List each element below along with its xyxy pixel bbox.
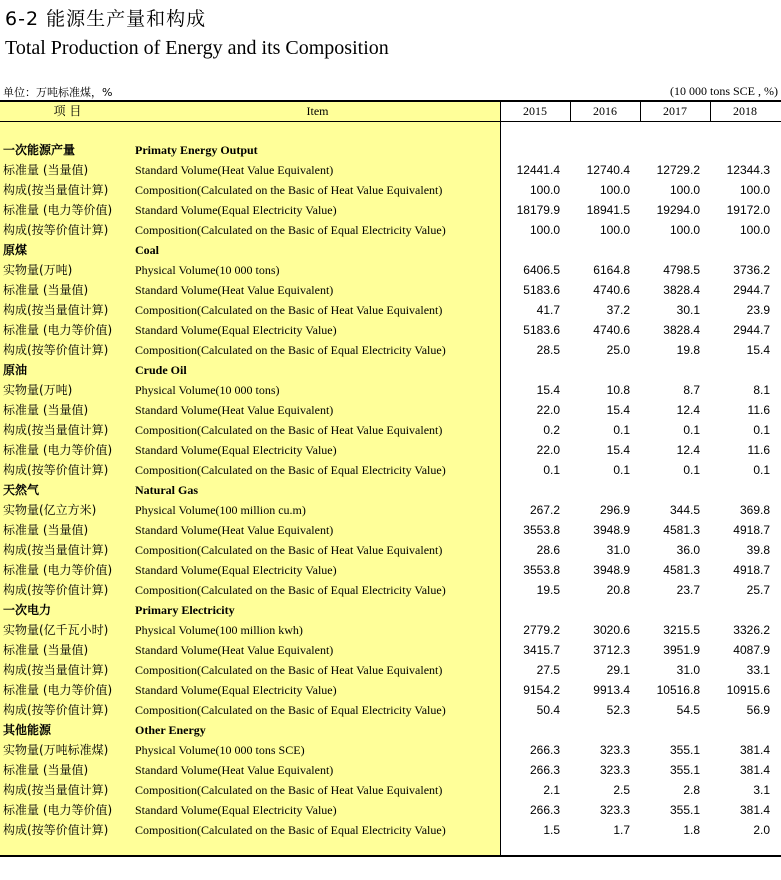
value-cell-2018: 0.1 (753, 423, 770, 437)
header-year-2017: 2017 (663, 104, 687, 118)
page-title-en: Total Production of Energy and its Composition (5, 37, 389, 59)
value-cell-2015: 41.7 (536, 303, 560, 317)
row-label-cn: 标准量 (当量值) (3, 163, 89, 177)
table-row (0, 400, 781, 420)
row-label-en: Standard Volume(Equal Electricity Value) (135, 323, 337, 337)
value-cell-2015: 15.4 (536, 383, 560, 397)
row-label-cn: 构成(按等价值计算) (3, 703, 109, 717)
section-header-row (0, 600, 781, 620)
value-cell-2016: 15.4 (606, 403, 630, 417)
table-row (0, 340, 781, 360)
row-label-cn: 构成(按等价值计算) (3, 343, 109, 357)
value-cell-2017: 19.8 (676, 343, 700, 357)
value-cell-2018: 4918.7 (733, 563, 770, 577)
row-label-en: Physical Volume(100 million kwh) (135, 623, 303, 637)
value-cell-2017: 4581.3 (663, 523, 700, 537)
value-cell-2015: 1.5 (543, 823, 560, 837)
value-cell-2017: 36.0 (676, 543, 700, 557)
row-label-cn: 构成(按当量值计算) (3, 183, 109, 197)
row-label-en: Composition(Calculated on the Basic of Equal Electricity Value) (135, 823, 446, 837)
value-cell-2017: 0.1 (683, 423, 700, 437)
value-cell-2018: 3736.2 (733, 263, 770, 277)
value-cell-2017: 1.8 (683, 823, 700, 837)
row-label-en: Composition(Calculated on the Basic of Equal Electricity Value) (135, 463, 446, 477)
value-cell-2016: 3948.9 (593, 523, 630, 537)
row-label-cn: 原油 (3, 363, 28, 377)
value-cell-2018: 8.1 (753, 383, 770, 397)
value-cell-2018: 3326.2 (733, 623, 770, 637)
row-label-cn: 一次电力 (3, 603, 52, 617)
table-header-rule (0, 121, 781, 122)
value-cell-2015: 50.4 (536, 703, 560, 717)
table-row (0, 460, 781, 480)
value-cell-2015: 0.1 (543, 463, 560, 477)
value-cell-2017: 12729.2 (656, 163, 700, 177)
value-cell-2015: 22.0 (536, 443, 560, 457)
unit-label-cn: 单位：万吨标准煤，% (3, 86, 113, 99)
value-cell-2016: 29.1 (606, 663, 630, 677)
row-label-en: Standard Volume(Equal Electricity Value) (135, 683, 337, 697)
value-cell-2015: 28.5 (536, 343, 560, 357)
row-label-cn: 标准量 (当量值) (3, 283, 89, 297)
table-row (0, 440, 781, 460)
value-cell-2016: 9913.4 (593, 683, 630, 697)
value-cell-2016: 100.0 (599, 183, 630, 197)
value-cell-2015: 266.3 (529, 763, 560, 777)
value-cell-2017: 344.5 (669, 503, 700, 517)
row-label-en: Primaty Energy Output (135, 143, 258, 157)
row-label-en: Composition(Calculated on the Basic of Heat Value Equivalent) (135, 543, 443, 557)
section-header-row (0, 240, 781, 260)
value-cell-2018: 100.0 (739, 223, 770, 237)
row-label-cn: 构成(按等价值计算) (3, 823, 109, 837)
table-row (0, 640, 781, 660)
row-label-en: Standard Volume(Equal Electricity Value) (135, 203, 337, 217)
table-row (0, 260, 781, 280)
row-label-en: Composition(Calculated on the Basic of Equal Electricity Value) (135, 343, 446, 357)
table-row (0, 200, 781, 220)
value-cell-2016: 296.9 (599, 503, 630, 517)
value-cell-2018: 11.6 (747, 443, 770, 457)
row-label-en: Standard Volume(Equal Electricity Value) (135, 443, 337, 457)
row-label-en: Composition(Calculated on the Basic of Heat Value Equivalent) (135, 303, 443, 317)
row-label-en: Other Energy (135, 723, 206, 737)
value-cell-2017: 12.4 (676, 403, 700, 417)
table-row (0, 280, 781, 300)
value-cell-2016: 323.3 (599, 803, 630, 817)
row-label-cn: 标准量 (电力等价值) (3, 683, 113, 697)
value-cell-2018: 23.9 (746, 303, 770, 317)
row-label-en: Composition(Calculated on the Basic of Equal Electricity Value) (135, 703, 446, 717)
value-cell-2016: 4740.6 (593, 323, 630, 337)
value-cell-2016: 323.3 (599, 763, 630, 777)
row-label-cn: 原煤 (3, 243, 28, 257)
table-row (0, 580, 781, 600)
value-cell-2018: 2.0 (753, 823, 770, 837)
table-row (0, 320, 781, 340)
row-label-en: Composition(Calculated on the Basic of Equal Electricity Value) (135, 583, 446, 597)
table-row (0, 380, 781, 400)
row-label-en: Physical Volume(10 000 tons) (135, 263, 280, 277)
row-label-en: Standard Volume(Heat Value Equivalent) (135, 163, 334, 177)
table-row (0, 820, 781, 840)
value-cell-2015: 6406.5 (523, 263, 560, 277)
row-label-cn: 构成(按等价值计算) (3, 583, 109, 597)
row-label-cn: 实物量(万吨标准煤) (3, 743, 109, 757)
value-cell-2016: 37.2 (606, 303, 630, 317)
row-label-cn: 标准量 (电力等价值) (3, 803, 113, 817)
row-label-en: Primary Electricity (135, 603, 235, 617)
value-cell-2018: 0.1 (753, 463, 770, 477)
value-cell-2018: 381.4 (739, 743, 770, 757)
row-label-cn: 构成(按等价值计算) (3, 223, 109, 237)
row-label-cn: 构成(按当量值计算) (3, 423, 109, 437)
value-cell-2017: 355.1 (669, 803, 700, 817)
page-title-cn: 6-2 能源生产量和构成 (5, 8, 207, 30)
value-cell-2016: 6164.8 (593, 263, 630, 277)
value-cell-2015: 3415.7 (523, 643, 560, 657)
section-header-row (0, 720, 781, 740)
value-cell-2018: 19172.0 (726, 203, 770, 217)
value-cell-2016: 3020.6 (593, 623, 630, 637)
value-cell-2017: 31.0 (676, 663, 700, 677)
table-row (0, 660, 781, 680)
value-cell-2018: 4087.9 (733, 643, 770, 657)
section-header-row (0, 140, 781, 160)
value-cell-2017: 2.8 (683, 783, 700, 797)
row-label-en: Standard Volume(Heat Value Equivalent) (135, 523, 334, 537)
value-cell-2016: 52.3 (606, 703, 630, 717)
value-cell-2017: 3951.9 (663, 643, 700, 657)
value-cell-2015: 267.2 (529, 503, 560, 517)
value-cell-2018: 56.9 (746, 703, 770, 717)
row-label-en: Standard Volume(Heat Value Equivalent) (135, 403, 334, 417)
row-label-en: Standard Volume(Equal Electricity Value) (135, 803, 337, 817)
table-row (0, 780, 781, 800)
value-cell-2017: 54.5 (676, 703, 700, 717)
value-cell-2018: 3.1 (753, 783, 770, 797)
value-cell-2016: 3948.9 (593, 563, 630, 577)
row-label-en: Crude Oil (135, 363, 187, 377)
value-cell-2015: 3553.8 (523, 563, 560, 577)
table-row (0, 220, 781, 240)
value-cell-2016: 20.8 (606, 583, 630, 597)
value-cell-2016: 0.1 (613, 423, 630, 437)
value-cell-2017: 30.1 (676, 303, 700, 317)
row-label-cn: 天然气 (3, 483, 40, 497)
unit-label-en: (10 000 tons SCE , %) (670, 84, 778, 98)
row-label-cn: 其他能源 (3, 723, 52, 737)
value-cell-2018: 25.7 (746, 583, 770, 597)
value-cell-2018: 2944.7 (733, 283, 770, 297)
value-cell-2016: 4740.6 (593, 283, 630, 297)
value-cell-2017: 10516.8 (656, 683, 700, 697)
value-cell-2017: 3828.4 (663, 323, 700, 337)
row-label-en: Composition(Calculated on the Basic of Heat Value Equivalent) (135, 663, 443, 677)
row-label-cn: 构成(按当量值计算) (3, 543, 109, 557)
value-cell-2015: 9154.2 (523, 683, 560, 697)
value-cell-2016: 323.3 (599, 743, 630, 757)
value-cell-2017: 8.7 (683, 383, 700, 397)
value-cell-2015: 28.6 (536, 543, 560, 557)
value-cell-2015: 27.5 (536, 663, 560, 677)
row-label-cn: 实物量(万吨) (3, 263, 73, 277)
value-cell-2018: 100.0 (739, 183, 770, 197)
value-cell-2015: 19.5 (536, 583, 560, 597)
table-row (0, 500, 781, 520)
value-cell-2015: 2.1 (543, 783, 560, 797)
value-cell-2017: 19294.0 (656, 203, 700, 217)
row-label-cn: 实物量(亿立方米) (3, 503, 97, 517)
row-label-cn: 标准量 (电力等价值) (3, 323, 113, 337)
row-label-cn: 标准量 (当量值) (3, 523, 89, 537)
value-cell-2018: 10915.6 (726, 683, 770, 697)
value-cell-2017: 355.1 (669, 743, 700, 757)
header-item-en: Item (306, 104, 329, 118)
table-row (0, 700, 781, 720)
header-item-cn: 项 目 (53, 104, 82, 118)
value-cell-2017: 355.1 (669, 763, 700, 777)
value-cell-2015: 2779.2 (523, 623, 560, 637)
table-row (0, 160, 781, 180)
table-row (0, 540, 781, 560)
value-cell-2018: 12344.3 (726, 163, 770, 177)
value-cell-2018: 381.4 (739, 803, 770, 817)
row-label-cn: 构成(按当量值计算) (3, 783, 109, 797)
value-cell-2017: 4581.3 (663, 563, 700, 577)
value-cell-2016: 100.0 (599, 223, 630, 237)
row-label-en: Composition(Calculated on the Basic of Equal Electricity Value) (135, 223, 446, 237)
row-label-en: Standard Volume(Heat Value Equivalent) (135, 643, 334, 657)
value-cell-2018: 11.6 (747, 403, 770, 417)
value-cell-2017: 3215.5 (663, 623, 700, 637)
value-cell-2016: 3712.3 (593, 643, 630, 657)
row-label-cn: 实物量(万吨) (3, 383, 73, 397)
section-header-row (0, 480, 781, 500)
table-row (0, 180, 781, 200)
table-row (0, 520, 781, 540)
value-cell-2018: 4918.7 (733, 523, 770, 537)
row-label-cn: 标准量 (电力等价值) (3, 443, 113, 457)
row-label-cn: 一次能源产量 (3, 143, 76, 157)
row-label-en: Standard Volume(Heat Value Equivalent) (135, 283, 334, 297)
row-label-cn: 标准量 (电力等价值) (3, 563, 113, 577)
value-cell-2015: 100.0 (529, 183, 560, 197)
table-row (0, 420, 781, 440)
table-bottom-rule (0, 855, 781, 857)
value-cell-2015: 266.3 (529, 803, 560, 817)
value-cell-2017: 3828.4 (663, 283, 700, 297)
value-cell-2018: 369.8 (739, 503, 770, 517)
row-label-cn: 标准量 (当量值) (3, 643, 89, 657)
table-row (0, 800, 781, 820)
value-cell-2015: 12441.4 (516, 163, 560, 177)
value-cell-2016: 18941.5 (586, 203, 630, 217)
table-row (0, 680, 781, 700)
table-row (0, 300, 781, 320)
value-cell-2016: 15.4 (606, 443, 630, 457)
row-label-en: Composition(Calculated on the Basic of Heat Value Equivalent) (135, 183, 443, 197)
value-cell-2015: 3553.8 (523, 523, 560, 537)
value-cell-2015: 5183.6 (523, 283, 560, 297)
header-year-2016: 2016 (593, 104, 617, 118)
row-label-en: Standard Volume(Equal Electricity Value) (135, 563, 337, 577)
value-cell-2015: 18179.9 (516, 203, 560, 217)
value-cell-2018: 33.1 (746, 663, 770, 677)
row-label-en: Composition(Calculated on the Basic of Heat Value Equivalent) (135, 783, 443, 797)
table-row (0, 560, 781, 580)
value-cell-2015: 266.3 (529, 743, 560, 757)
row-label-cn: 构成(按当量值计算) (3, 303, 109, 317)
value-cell-2017: 100.0 (669, 183, 700, 197)
value-cell-2017: 100.0 (669, 223, 700, 237)
value-cell-2016: 25.0 (606, 343, 630, 357)
value-cell-2016: 1.7 (613, 823, 630, 837)
value-cell-2016: 2.5 (613, 783, 630, 797)
table-row (0, 620, 781, 640)
section-header-row (0, 360, 781, 380)
value-cell-2015: 5183.6 (523, 323, 560, 337)
value-cell-2018: 39.8 (746, 543, 770, 557)
value-cell-2015: 0.2 (543, 423, 560, 437)
header-year-2015: 2015 (523, 104, 547, 118)
row-label-en: Composition(Calculated on the Basic of Heat Value Equivalent) (135, 423, 443, 437)
value-cell-2016: 31.0 (606, 543, 630, 557)
row-label-en: Physical Volume(100 million cu.m) (135, 503, 306, 517)
value-cell-2017: 0.1 (683, 463, 700, 477)
value-cell-2017: 4798.5 (663, 263, 700, 277)
header-year-2018: 2018 (733, 104, 757, 118)
row-label-en: Physical Volume(10 000 tons) (135, 383, 280, 397)
value-cell-2018: 381.4 (739, 763, 770, 777)
row-label-en: Natural Gas (135, 483, 198, 497)
row-label-cn: 标准量 (当量值) (3, 403, 89, 417)
value-cell-2016: 10.8 (606, 383, 630, 397)
value-cell-2018: 15.4 (746, 343, 770, 357)
row-label-cn: 构成(按当量值计算) (3, 663, 109, 677)
row-label-cn: 构成(按等价值计算) (3, 463, 109, 477)
value-cell-2018: 2944.7 (733, 323, 770, 337)
data-table (0, 100, 781, 857)
value-cell-2015: 22.0 (536, 403, 560, 417)
table-row (0, 740, 781, 760)
row-label-en: Standard Volume(Heat Value Equivalent) (135, 763, 334, 777)
value-cell-2015: 100.0 (529, 223, 560, 237)
table-row (0, 760, 781, 780)
value-cell-2016: 0.1 (613, 463, 630, 477)
row-label-en: Physical Volume(10 000 tons SCE) (135, 743, 305, 757)
value-cell-2017: 23.7 (676, 583, 700, 597)
value-cell-2017: 12.4 (676, 443, 700, 457)
row-label-en: Coal (135, 243, 159, 257)
row-label-cn: 标准量 (当量值) (3, 763, 89, 777)
row-label-cn: 标准量 (电力等价值) (3, 203, 113, 217)
value-cell-2016: 12740.4 (586, 163, 630, 177)
row-label-cn: 实物量(亿千瓦小时) (3, 623, 109, 637)
